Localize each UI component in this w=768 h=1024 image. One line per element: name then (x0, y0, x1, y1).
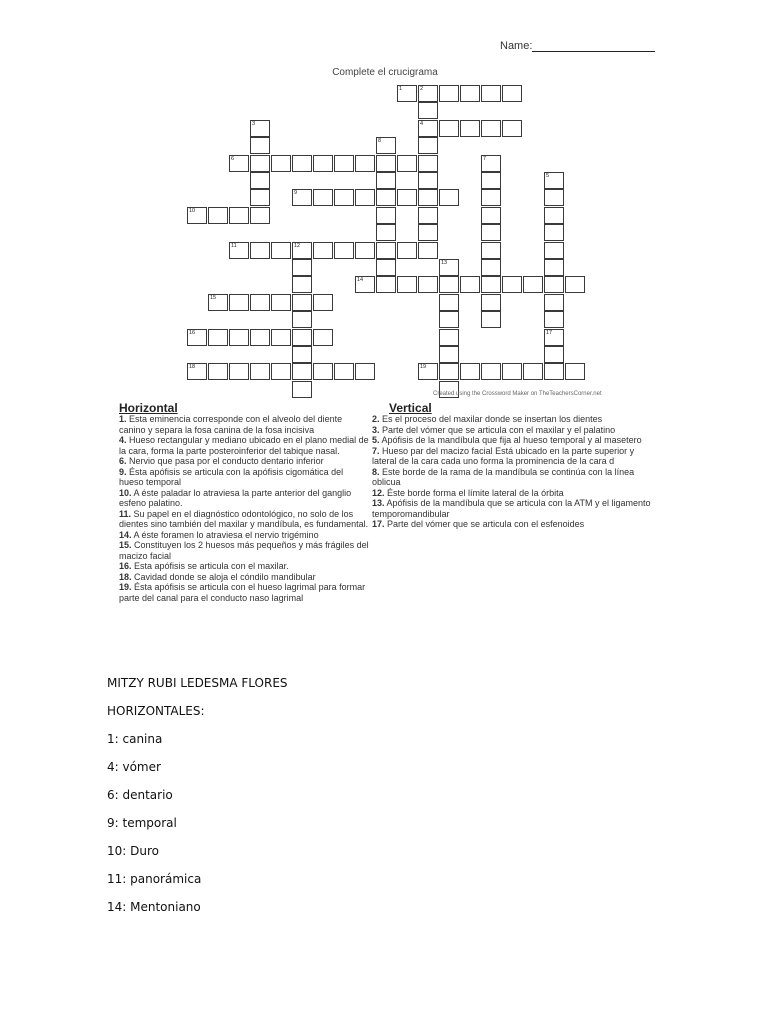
horizontal-clue (119, 582, 369, 603)
crossword-cell (544, 242, 564, 259)
crossword-cell (271, 155, 291, 172)
cell-number: 17 (546, 329, 553, 336)
clue-text: A éste paladar lo atraviesa la parte anterior del ganglio esfeno palatino. (119, 487, 352, 508)
cell-number: 8 (378, 138, 382, 145)
cell-number: 4 (420, 120, 424, 127)
crossword-cell (376, 207, 396, 224)
clue-number: 15. (119, 540, 132, 550)
crossword-cell (544, 363, 564, 380)
crossword-cell (355, 155, 375, 172)
crossword-cell (418, 224, 438, 241)
crossword-cell (376, 189, 396, 206)
crossword-cell (397, 276, 417, 293)
crossword-cell (208, 329, 228, 346)
crossword-cell (481, 242, 501, 259)
clue-number: 3. (372, 424, 380, 435)
crossword-cell (187, 329, 207, 346)
crossword-cell (292, 381, 312, 398)
vertical-clue (372, 488, 658, 499)
crossword-cell (355, 242, 375, 259)
crossword-grid (0, 0, 768, 400)
clue-number: 6. (119, 456, 127, 466)
clue-number: 2. (372, 414, 380, 424)
crossword-cell (544, 294, 564, 311)
crossword-cell (397, 242, 417, 259)
crossword-cell (208, 363, 228, 380)
crossword-cell (313, 189, 333, 206)
clue-number: 14. (119, 529, 132, 540)
crossword-cell (565, 276, 585, 293)
crossword-cell (397, 85, 417, 102)
crossword-cell (355, 363, 375, 380)
crossword-cell (544, 172, 564, 189)
clue-text: Éste borde forma el límite lateral de la órbita (384, 487, 564, 498)
clue-text: Cavidad donde se aloja el cóndilo mandibular (131, 571, 316, 582)
cell-number: 15 (210, 294, 217, 301)
crossword-cell (418, 102, 438, 119)
crossword-cell (271, 363, 291, 380)
crossword-cell (313, 329, 333, 346)
clue-text: Esta apófisis se articula con el maxilar. (131, 561, 289, 571)
horizontal-clue (119, 561, 369, 572)
crossword-cell (250, 207, 270, 224)
crossword-cell (376, 276, 396, 293)
crossword-cell (481, 224, 501, 241)
clue-number: 11. (119, 508, 132, 519)
crossword-cell (229, 329, 249, 346)
clue-text: Parte del vómer que se articula con el maxilar y el palatino (379, 424, 616, 435)
crossword-cell (229, 294, 249, 311)
cell-number: 6 (231, 155, 235, 162)
crossword-cell (250, 172, 270, 189)
crossword-cell (418, 137, 438, 154)
crossword-cell (250, 363, 270, 380)
crossword-cell (292, 294, 312, 311)
crossword-cell (439, 120, 459, 137)
clue-number: 10. (119, 487, 132, 498)
crossword-cell (544, 311, 564, 328)
crossword-cell (313, 155, 333, 172)
crossword-cell (481, 276, 501, 293)
answer-item: 14: Mentoniano (107, 900, 201, 914)
cell-number: 9 (294, 190, 298, 197)
clue-text: Esta eminencia corresponde con el alveolo del diente canino y separa la fosa canina de la fosa incisiva (119, 414, 343, 435)
crossword-cell (502, 120, 522, 137)
clue-text: Nervio que pasa por el conducto dentario inferior (126, 456, 324, 466)
clue-number: 7. (372, 445, 380, 456)
crossword-cell (418, 155, 438, 172)
crossword-cell (376, 172, 396, 189)
crossword-cell (439, 346, 459, 363)
clue-number: 1. (119, 414, 127, 424)
crossword-cell (376, 224, 396, 241)
crossword-cell (292, 346, 312, 363)
horizontal-clue (119, 509, 369, 530)
crossword-cell (481, 311, 501, 328)
crossword-cell (229, 242, 249, 259)
crossword-cell (250, 189, 270, 206)
crossword-cell (418, 189, 438, 206)
credit-text: Created using the Crossword Maker on TheTeachersCorner.net (433, 391, 602, 397)
horizontal-clue (119, 414, 369, 435)
crossword-cell (208, 294, 228, 311)
crossword-cell (481, 120, 501, 137)
vertical-clue (372, 435, 658, 446)
clue-text: Apófisis de la mandíbula que fija al hueso temporal y al masetero (379, 435, 642, 445)
crossword-cell (523, 363, 543, 380)
crossword-cell (502, 363, 522, 380)
horizontal-clue (119, 456, 369, 467)
cell-number: 18 (189, 364, 196, 371)
clue-number: 13. (372, 498, 385, 508)
crossword-cell (250, 294, 270, 311)
crossword-cell (481, 363, 501, 380)
crossword-cell (292, 363, 312, 380)
crossword-cell (523, 276, 543, 293)
crossword-cell (460, 363, 480, 380)
crossword-cell (460, 120, 480, 137)
crossword-cell (565, 363, 585, 380)
vertical-clue (372, 498, 658, 519)
answer-item: 6: dentario (107, 788, 173, 802)
clue-text: Constituyen los 2 huesos más pequeños y más frágiles del macizo facial (119, 540, 369, 561)
crossword-cell (544, 346, 564, 363)
crossword-cell (208, 207, 228, 224)
crossword-cell (292, 276, 312, 293)
clue-number: 18. (119, 571, 132, 582)
vertical-clue (372, 467, 658, 488)
crossword-cell (334, 363, 354, 380)
cell-number: 5 (546, 173, 550, 179)
puzzle-title: Complete el crucigrama (332, 67, 438, 78)
crossword-cell (250, 120, 270, 137)
answers-section (107, 676, 507, 928)
crossword-cell (502, 276, 522, 293)
clue-text: Este borde de la rama de la mandíbula se continúa con la línea oblicua (372, 466, 635, 487)
crossword-cell (481, 155, 501, 172)
crossword-cell (544, 207, 564, 224)
cell-number: 13 (441, 260, 448, 266)
crossword-cell (418, 242, 438, 259)
crossword-cell (481, 172, 501, 189)
crossword-cell (439, 294, 459, 311)
crossword-cell (439, 189, 459, 206)
answer-item: 11: panorámica (107, 872, 202, 886)
crossword-cell (313, 294, 333, 311)
crossword-cell (418, 85, 438, 102)
crossword-cell (418, 120, 438, 137)
crossword-cell (439, 259, 459, 276)
crossword-cell (187, 207, 207, 224)
crossword-cell (418, 363, 438, 380)
name-label: Name: (500, 40, 533, 52)
crossword-cell (460, 276, 480, 293)
crossword-cell (250, 329, 270, 346)
crossword-cell (481, 189, 501, 206)
crossword-cell (229, 155, 249, 172)
crossword-cell (439, 276, 459, 293)
horizontal-clue (119, 540, 369, 561)
crossword-cell (292, 329, 312, 346)
crossword-cell (292, 189, 312, 206)
cell-number: 14 (357, 277, 364, 284)
answer-item: 10: Duro (107, 844, 159, 858)
vertical-clue (372, 425, 658, 436)
crossword-cell (481, 207, 501, 224)
vertical-heading: Vertical (389, 401, 432, 415)
horizontal-clue (119, 530, 369, 541)
cell-number: 7 (483, 155, 487, 162)
clue-number: 5. (372, 435, 380, 445)
crossword-cell (544, 259, 564, 276)
cell-number: 16 (189, 329, 196, 336)
crossword-cell (292, 242, 312, 259)
clue-text: Parte del vómer que se articula con el esfenoides (384, 519, 585, 529)
crossword-cell (250, 155, 270, 172)
clue-text: Ésta apófisis se articula con la apófisis cigomática del hueso temporal (119, 466, 344, 487)
crossword-cell (334, 155, 354, 172)
crossword-cell (397, 189, 417, 206)
cell-number: 19 (420, 364, 427, 371)
crossword-cell (439, 329, 459, 346)
cell-number: 2 (420, 86, 424, 92)
cell-number: 3 (252, 120, 256, 127)
crossword-cell (292, 311, 312, 328)
clue-text: Ésta apófisis se articula con el hueso lagrimal para formar parte del canal para el conducto naso lagrimal (119, 582, 366, 603)
crossword-cell (544, 224, 564, 241)
vertical-clue (372, 414, 658, 425)
student-name: MITZY RUBI LEDESMA FLORES (107, 676, 288, 690)
clue-text: Apófisis de la mandíbula que se articula con la ATM y el ligamento temporomandibular (372, 498, 651, 519)
answer-item: 4: vómer (107, 760, 161, 774)
clue-text: Hueso par del macizo facial Está ubicado en la parte superior y lateral de la cara cada uno forma la prominencia de la cara d (372, 445, 635, 466)
crossword-cell (439, 311, 459, 328)
crossword-cell (418, 276, 438, 293)
clue-number: 9. (119, 466, 127, 477)
clue-text: Su papel en el diagnóstico odontológico, no solo de los dientes sino también del maxilar y mandíbula, es fundamental. (119, 508, 369, 529)
crossword-cell (502, 85, 522, 102)
horizontal-clue (119, 488, 369, 509)
clue-text: Es el proceso del maxilar donde se insertan los dientes (379, 414, 603, 424)
crossword-cell (271, 294, 291, 311)
clue-number: 16. (119, 561, 132, 571)
answer-item: 1: canina (107, 732, 163, 746)
vertical-clue (372, 446, 658, 467)
crossword-cell (187, 363, 207, 380)
crossword-cell (271, 242, 291, 259)
crossword-cell (355, 189, 375, 206)
crossword-cell (376, 137, 396, 154)
horizontal-clue (119, 467, 369, 488)
cell-number: 10 (189, 207, 196, 214)
crossword-cell (481, 259, 501, 276)
horizontal-clue (119, 572, 369, 583)
answers-heading: HORIZONTALES: (107, 704, 205, 718)
cell-number: 12 (294, 242, 301, 249)
crossword-cell (544, 189, 564, 206)
crossword-cell (397, 155, 417, 172)
crossword-cell (376, 259, 396, 276)
clue-text: Hueso rectangular y mediano ubicado en el plano medial de la cara, forma la parte posteroinferior del tabique nasal. (119, 435, 369, 456)
cell-number: 11 (231, 242, 237, 249)
crossword-cell (250, 137, 270, 154)
crossword-cell (376, 242, 396, 259)
crossword-cell (313, 242, 333, 259)
crossword-cell (544, 276, 564, 293)
crossword-cell (313, 363, 333, 380)
crossword-cell (271, 329, 291, 346)
crossword-cell (292, 155, 312, 172)
horizontal-clue-list (119, 414, 369, 603)
crossword-cell (229, 363, 249, 380)
crossword-cell (418, 172, 438, 189)
horizontal-clue (119, 435, 369, 456)
crossword-cell (481, 294, 501, 311)
answer-item: 9: temporal (107, 816, 177, 830)
vertical-clue-list (372, 414, 658, 530)
crossword-cell (355, 276, 375, 293)
clue-number: 19. (119, 582, 132, 592)
clue-number: 8. (372, 466, 380, 477)
cell-number: 1 (399, 86, 403, 92)
clue-number: 12. (372, 487, 385, 498)
crossword-cell (376, 155, 396, 172)
crossword-cell (334, 189, 354, 206)
crossword-cell (334, 242, 354, 259)
crossword-cell (292, 259, 312, 276)
crossword-cell (481, 85, 501, 102)
crossword-cell (439, 363, 459, 380)
crossword-cell (439, 85, 459, 102)
crossword-cell (418, 207, 438, 224)
crossword-cell (460, 85, 480, 102)
clue-text: A éste foramen lo atraviesa el nervio trigémino (131, 529, 319, 540)
answer-list (107, 732, 507, 928)
clue-number: 4. (119, 435, 127, 445)
vertical-clue (372, 519, 658, 530)
crossword-cell (544, 329, 564, 346)
horizontal-heading: Horizontal (119, 401, 178, 415)
crossword-cell (229, 207, 249, 224)
clue-number: 17. (372, 519, 385, 529)
crossword-cell (250, 242, 270, 259)
